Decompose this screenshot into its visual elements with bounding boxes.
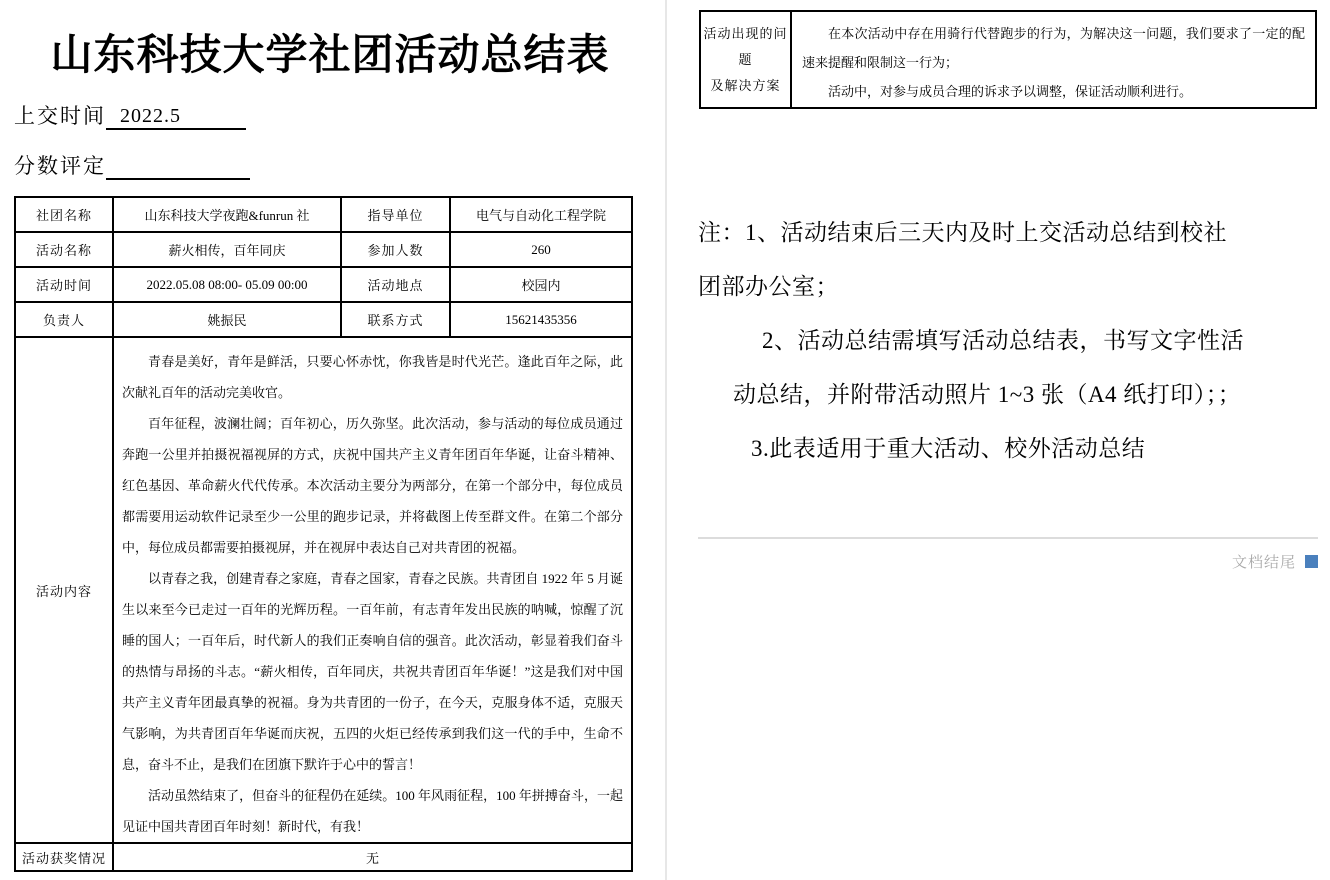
end-of-document-divider xyxy=(698,537,1318,539)
page-separator xyxy=(665,0,667,880)
activity-summary-table xyxy=(14,196,633,872)
activity-content-label: 活动内容 xyxy=(15,337,113,843)
problem-content-cell xyxy=(791,11,1316,108)
table-row-activity-name xyxy=(15,232,632,267)
table-row-problem xyxy=(700,11,1316,108)
table-row-award xyxy=(15,843,632,871)
submit-time-value: 2022.5 xyxy=(106,105,246,130)
table-row-activity-time xyxy=(15,267,632,302)
score-label: 分数评定 xyxy=(14,154,106,178)
problem-label-line2: 及解决方案 xyxy=(710,77,781,93)
problem-label-line1: 活动出现的问题 xyxy=(703,25,788,67)
leader-value: 姚振民 xyxy=(113,302,341,337)
note-line: 动总结，并附带活动照片 1~3 张（A4 纸打印）；； xyxy=(733,382,1242,407)
note-line: 注：1、活动结束后三天内及时上交活动总结到校社 xyxy=(698,220,1227,245)
note-line: 团部办公室； xyxy=(698,274,839,299)
problem-label-cell xyxy=(700,11,791,108)
content-paragraph: 青春是美好，青年是鲜活，只要心怀赤忱，你我皆是时代光芒。逢此百年之际，此次献礼百年的活动完美收官。 xyxy=(122,354,623,400)
notes-block xyxy=(698,206,1244,476)
note-line: 3.此表适用于重大活动、校外活动总结 xyxy=(751,436,1146,461)
submit-time-label: 上交时间 xyxy=(14,104,106,128)
document-page-right[interactable] xyxy=(670,0,1330,880)
location-label: 活动地点 xyxy=(341,267,450,302)
score-line xyxy=(14,150,250,180)
table-row-leader xyxy=(15,302,632,337)
activity-name-label: 活动名称 xyxy=(15,232,113,267)
problem-solution-table xyxy=(699,10,1317,109)
activity-time-label: 活动时间 xyxy=(15,267,113,302)
note-line: 2、活动总结需填写活动总结表，书写文字性活 xyxy=(762,328,1244,353)
leader-label: 负责人 xyxy=(15,302,113,337)
contact-label: 联系方式 xyxy=(341,302,450,337)
activity-content-cell xyxy=(113,337,632,843)
participants-label: 参加人数 xyxy=(341,232,450,267)
award-value: 无 xyxy=(113,843,632,871)
activity-time-value: 2022.05.08 08:00- 05.09 00:00 xyxy=(113,267,341,302)
content-paragraph: 活动虽然结束了，但奋斗的征程仍在延续。100 年风雨征程，100 年拼搏奋斗，一起见证中国共青团百年时刻！新时代，有我！ xyxy=(122,788,623,834)
activity-name-value: 薪火相传，百年同庆 xyxy=(113,232,341,267)
location-value: 校园内 xyxy=(450,267,632,302)
participants-value: 260 xyxy=(450,232,632,267)
end-of-document-marker xyxy=(698,553,1318,569)
score-blank-underline xyxy=(106,154,250,180)
table-row-content xyxy=(15,337,632,843)
contact-value: 15621435356 xyxy=(450,302,632,337)
club-name-label: 社团名称 xyxy=(15,197,113,232)
content-paragraph: 百年征程，波澜壮阔；百年初心，历久弥坚。此次活动，参与活动的每位成员通过奔跑一公里并拍摄祝福视屏的方式，庆祝中国共产主义青年团百年华诞，让奋斗精神、红色基因、革命薪火代代传承。本次活动主要分为两部分，在第一个部分中，每位成员都需要用运动软件记录至少一公里的跑步记录，并将截图上传至群文件。在第二个部分中，每位成员都需要拍摄视屏，并在视屏中表达自己对共青团的祝福。 xyxy=(122,416,623,555)
submit-time-line xyxy=(14,100,246,130)
document-page-left[interactable] xyxy=(0,0,660,880)
guide-unit-value: 电气与自动化工程学院 xyxy=(450,197,632,232)
page-title: 山东科技大学社团活动总结表 xyxy=(50,33,610,79)
end-of-document-label: 文档结尾 xyxy=(1231,553,1296,571)
problem-paragraph: 活动中，对参与成员合理的诉求予以调整，保证活动顺利进行。 xyxy=(828,84,1193,99)
award-label: 活动获奖情况 xyxy=(15,843,113,871)
table-row-club xyxy=(15,197,632,232)
club-name-value: 山东科技大学夜跑&funrun 社 xyxy=(113,197,341,232)
guide-unit-label: 指导单位 xyxy=(341,197,450,232)
end-marker-square-icon xyxy=(1305,555,1318,568)
content-paragraph: 以青春之我，创建青春之家庭，青春之国家，青春之民族。共青团自 1922 年 5 月诞生以来至今已走过一百年的光辉历程。一百年前，有志青年发出民族的呐喊，惊醒了沉睡的国人；一百年后，时代新人的我们正奏响自信的强音。此次活动，彰显着我们奋斗的热情与昂扬的斗志。“薪火相传，百年同庆，共祝共青团百年华诞！”这是我们对中国共产主义青年团最真挚的祝福。身为共青团的一份子，在今天，克服身体不适，克服天气影响，为共青团百年华诞而庆祝，五四的火炬已经传承到我们这一代的手中，生命不息，奋斗不止，是我们在团旗下默许于心中的誓言！ xyxy=(122,571,623,772)
problem-paragraph: 在本次活动中存在用骑行代替跑步的行为，为解决这一问题，我们要求了一定的配速来提醒和限制这一行为； xyxy=(802,26,1305,70)
